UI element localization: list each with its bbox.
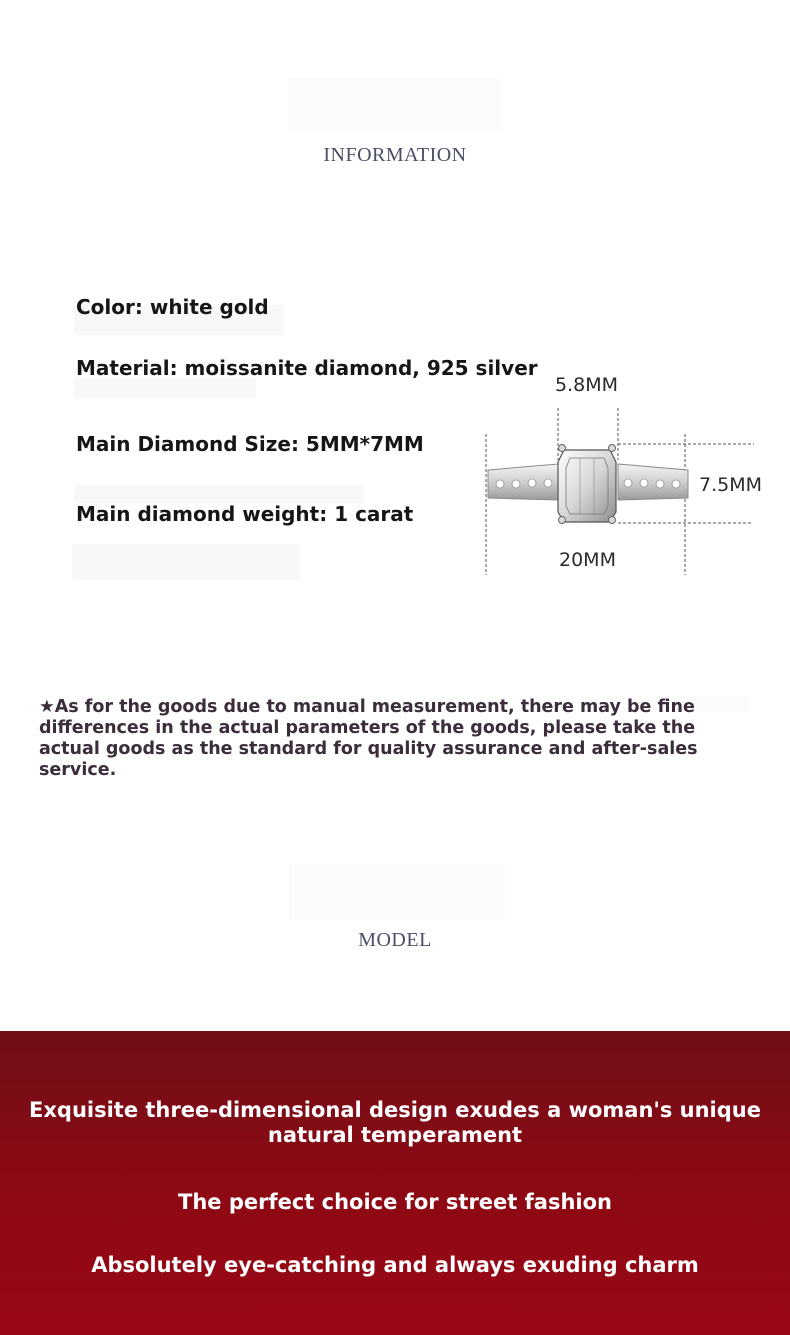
spec-weight-shadow <box>72 544 300 580</box>
spec-material-shadow <box>74 378 256 398</box>
dimension-ring-width: 20MM <box>559 549 616 571</box>
spec-material: Material: moissanite diamond, 925 silver <box>76 356 538 380</box>
spec-color: Color: white gold <box>76 295 269 319</box>
banner-line-2: The perfect choice for street fashion <box>178 1190 612 1214</box>
model-title: MODEL <box>358 929 432 951</box>
information-title: INFORMATION <box>323 144 467 166</box>
spec-size-shadow <box>74 485 364 503</box>
model-title-backdrop <box>289 864 505 920</box>
information-title-backdrop <box>288 78 500 132</box>
promo-banner <box>0 1031 790 1335</box>
spec-size: Main Diamond Size: 5MM*7MM <box>76 432 424 456</box>
dimension-top-width: 5.8MM <box>555 374 619 396</box>
dimension-height: 7.5MM <box>699 474 763 496</box>
measurement-note: ★As for the goods due to manual measurement, there may be fine differences in the actual parameters of the goods, please take the actual goods as the standard for quality assurance and after-sales service. <box>39 697 698 780</box>
spec-weight: Main diamond weight: 1 carat <box>76 502 414 526</box>
banner-line-1: Exquisite three-dimensional design exudes a woman's unique natural temperament <box>29 1098 761 1147</box>
banner-line-3: Absolutely eye-catching and always exuding charm <box>91 1253 699 1277</box>
emerald-cut-stone <box>558 450 616 522</box>
